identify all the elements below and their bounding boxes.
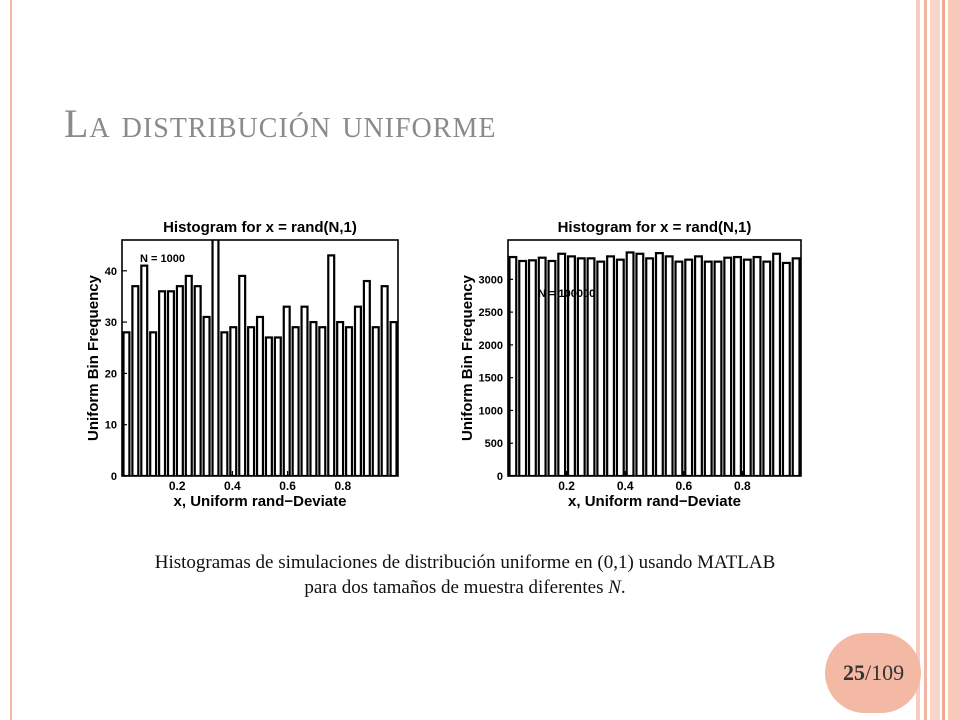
histogram-bar — [284, 307, 290, 476]
histogram-bar — [124, 332, 130, 476]
histogram-bar — [319, 327, 325, 476]
y-tick-label: 1000 — [478, 405, 503, 418]
y-axis-label: Uniform Bin Frequency — [85, 275, 102, 441]
histogram-bar — [293, 327, 299, 476]
x-tick-label: 0.4 — [616, 479, 634, 493]
histogram-bar — [666, 256, 673, 476]
sample-size-annotation: N = 100000 — [538, 288, 596, 300]
histogram-bar — [724, 258, 731, 476]
histogram-bar — [382, 286, 388, 476]
x-tick-label: 0.4 — [224, 479, 241, 493]
histogram-bar — [159, 291, 165, 476]
chart-title: Histogram for x = rand(N,1) — [557, 219, 752, 236]
caption-line-2-suffix: . — [620, 577, 626, 598]
right-decorative-stripes — [916, 0, 960, 720]
histogram-bar — [744, 260, 751, 476]
caption-line-1: Histogramas de simulaciones de distribución uniforme en (0,1) usando MATLAB — [154, 552, 776, 573]
y-tick-label: 2000 — [478, 339, 503, 352]
histogram-bar — [302, 307, 308, 476]
histogram-bar — [230, 327, 236, 476]
histogram-bar — [257, 317, 263, 476]
histogram-bar — [221, 332, 227, 476]
histogram-bar — [213, 239, 219, 476]
page-total: /109 — [865, 660, 905, 685]
histogram-bar — [617, 260, 624, 476]
histogram-bar — [607, 256, 614, 476]
x-tick-label: 0.8 — [734, 479, 751, 493]
y-tick-label: 500 — [484, 438, 503, 451]
histogram-bar — [627, 252, 634, 476]
x-tick-label: 0.2 — [168, 479, 186, 493]
histogram-bar — [186, 276, 192, 476]
slide-title: La distribución uniforme — [64, 101, 497, 146]
y-tick-label: 0 — [496, 471, 503, 483]
histogram-bar — [239, 276, 245, 476]
y-tick-label: 0 — [110, 471, 117, 483]
histogram-bar — [328, 255, 334, 476]
x-axis-label: x, Uniform rand−Deviate — [568, 493, 741, 510]
histogram-bar — [177, 286, 183, 476]
histogram-bar — [391, 322, 397, 476]
y-tick-label: 3000 — [478, 274, 503, 287]
sample-size-annotation: N = 1000 — [140, 253, 185, 265]
histogram-bar — [204, 317, 210, 476]
y-tick-label: 40 — [104, 265, 117, 278]
x-tick-label: 0.6 — [279, 479, 296, 493]
histogram-bar — [168, 291, 174, 476]
histogram-bar — [364, 281, 370, 476]
histogram-bar — [355, 307, 361, 476]
histogram-bar — [529, 260, 536, 476]
x-axis-label: x, Uniform rand−Deviate — [173, 493, 347, 510]
histogram-bar — [337, 322, 343, 476]
caption-line-2-prefix: para dos tamaños de muestra diferentes — [304, 577, 609, 598]
caption-variable-n: N — [608, 577, 621, 598]
histogram-bar — [676, 262, 683, 476]
y-tick-label: 30 — [104, 317, 117, 330]
caption-line-2 — [40, 575, 890, 600]
chart-title: Histogram for x = rand(N,1) — [163, 219, 357, 236]
histogram-bar — [793, 258, 800, 476]
y-axis-label: Uniform Bin Frequency — [459, 275, 476, 441]
y-tick-label: 10 — [104, 419, 117, 432]
slide-caption — [40, 550, 890, 600]
histogram-bar — [773, 254, 780, 476]
histogram-bar — [705, 262, 712, 476]
x-tick-label: 0.8 — [334, 479, 352, 493]
histogram-bar — [646, 258, 653, 476]
histogram-bar — [715, 262, 722, 476]
histogram-bar — [783, 263, 790, 476]
y-tick-label: 1500 — [478, 372, 503, 385]
histogram-bar — [695, 256, 702, 476]
page-number — [843, 660, 904, 686]
histogram-bar — [685, 260, 692, 476]
histogram-bar — [519, 261, 526, 476]
histogram-bar — [754, 257, 761, 476]
histogram-bar — [310, 322, 316, 476]
x-tick-label: 0.6 — [675, 479, 693, 493]
histogram-bar — [597, 262, 604, 476]
histogram-bar — [275, 337, 281, 476]
x-tick-label: 0.2 — [558, 479, 575, 493]
histogram-bar — [132, 286, 138, 476]
histogram-bar — [373, 327, 379, 476]
y-tick-label: 20 — [104, 368, 117, 381]
histogram-bar — [248, 327, 254, 476]
histogram-bar — [763, 262, 770, 476]
page-current: 25 — [843, 660, 865, 685]
histogram-bar — [266, 337, 272, 476]
histogram-bar — [150, 332, 156, 476]
histogram-bar — [656, 253, 663, 476]
y-tick-label: 2500 — [478, 307, 503, 320]
histogram-bar — [141, 266, 147, 476]
histogram-bar — [346, 327, 352, 476]
histogram-bar — [636, 254, 643, 476]
histogram-bar — [195, 286, 201, 476]
histogram-bar — [734, 257, 741, 476]
